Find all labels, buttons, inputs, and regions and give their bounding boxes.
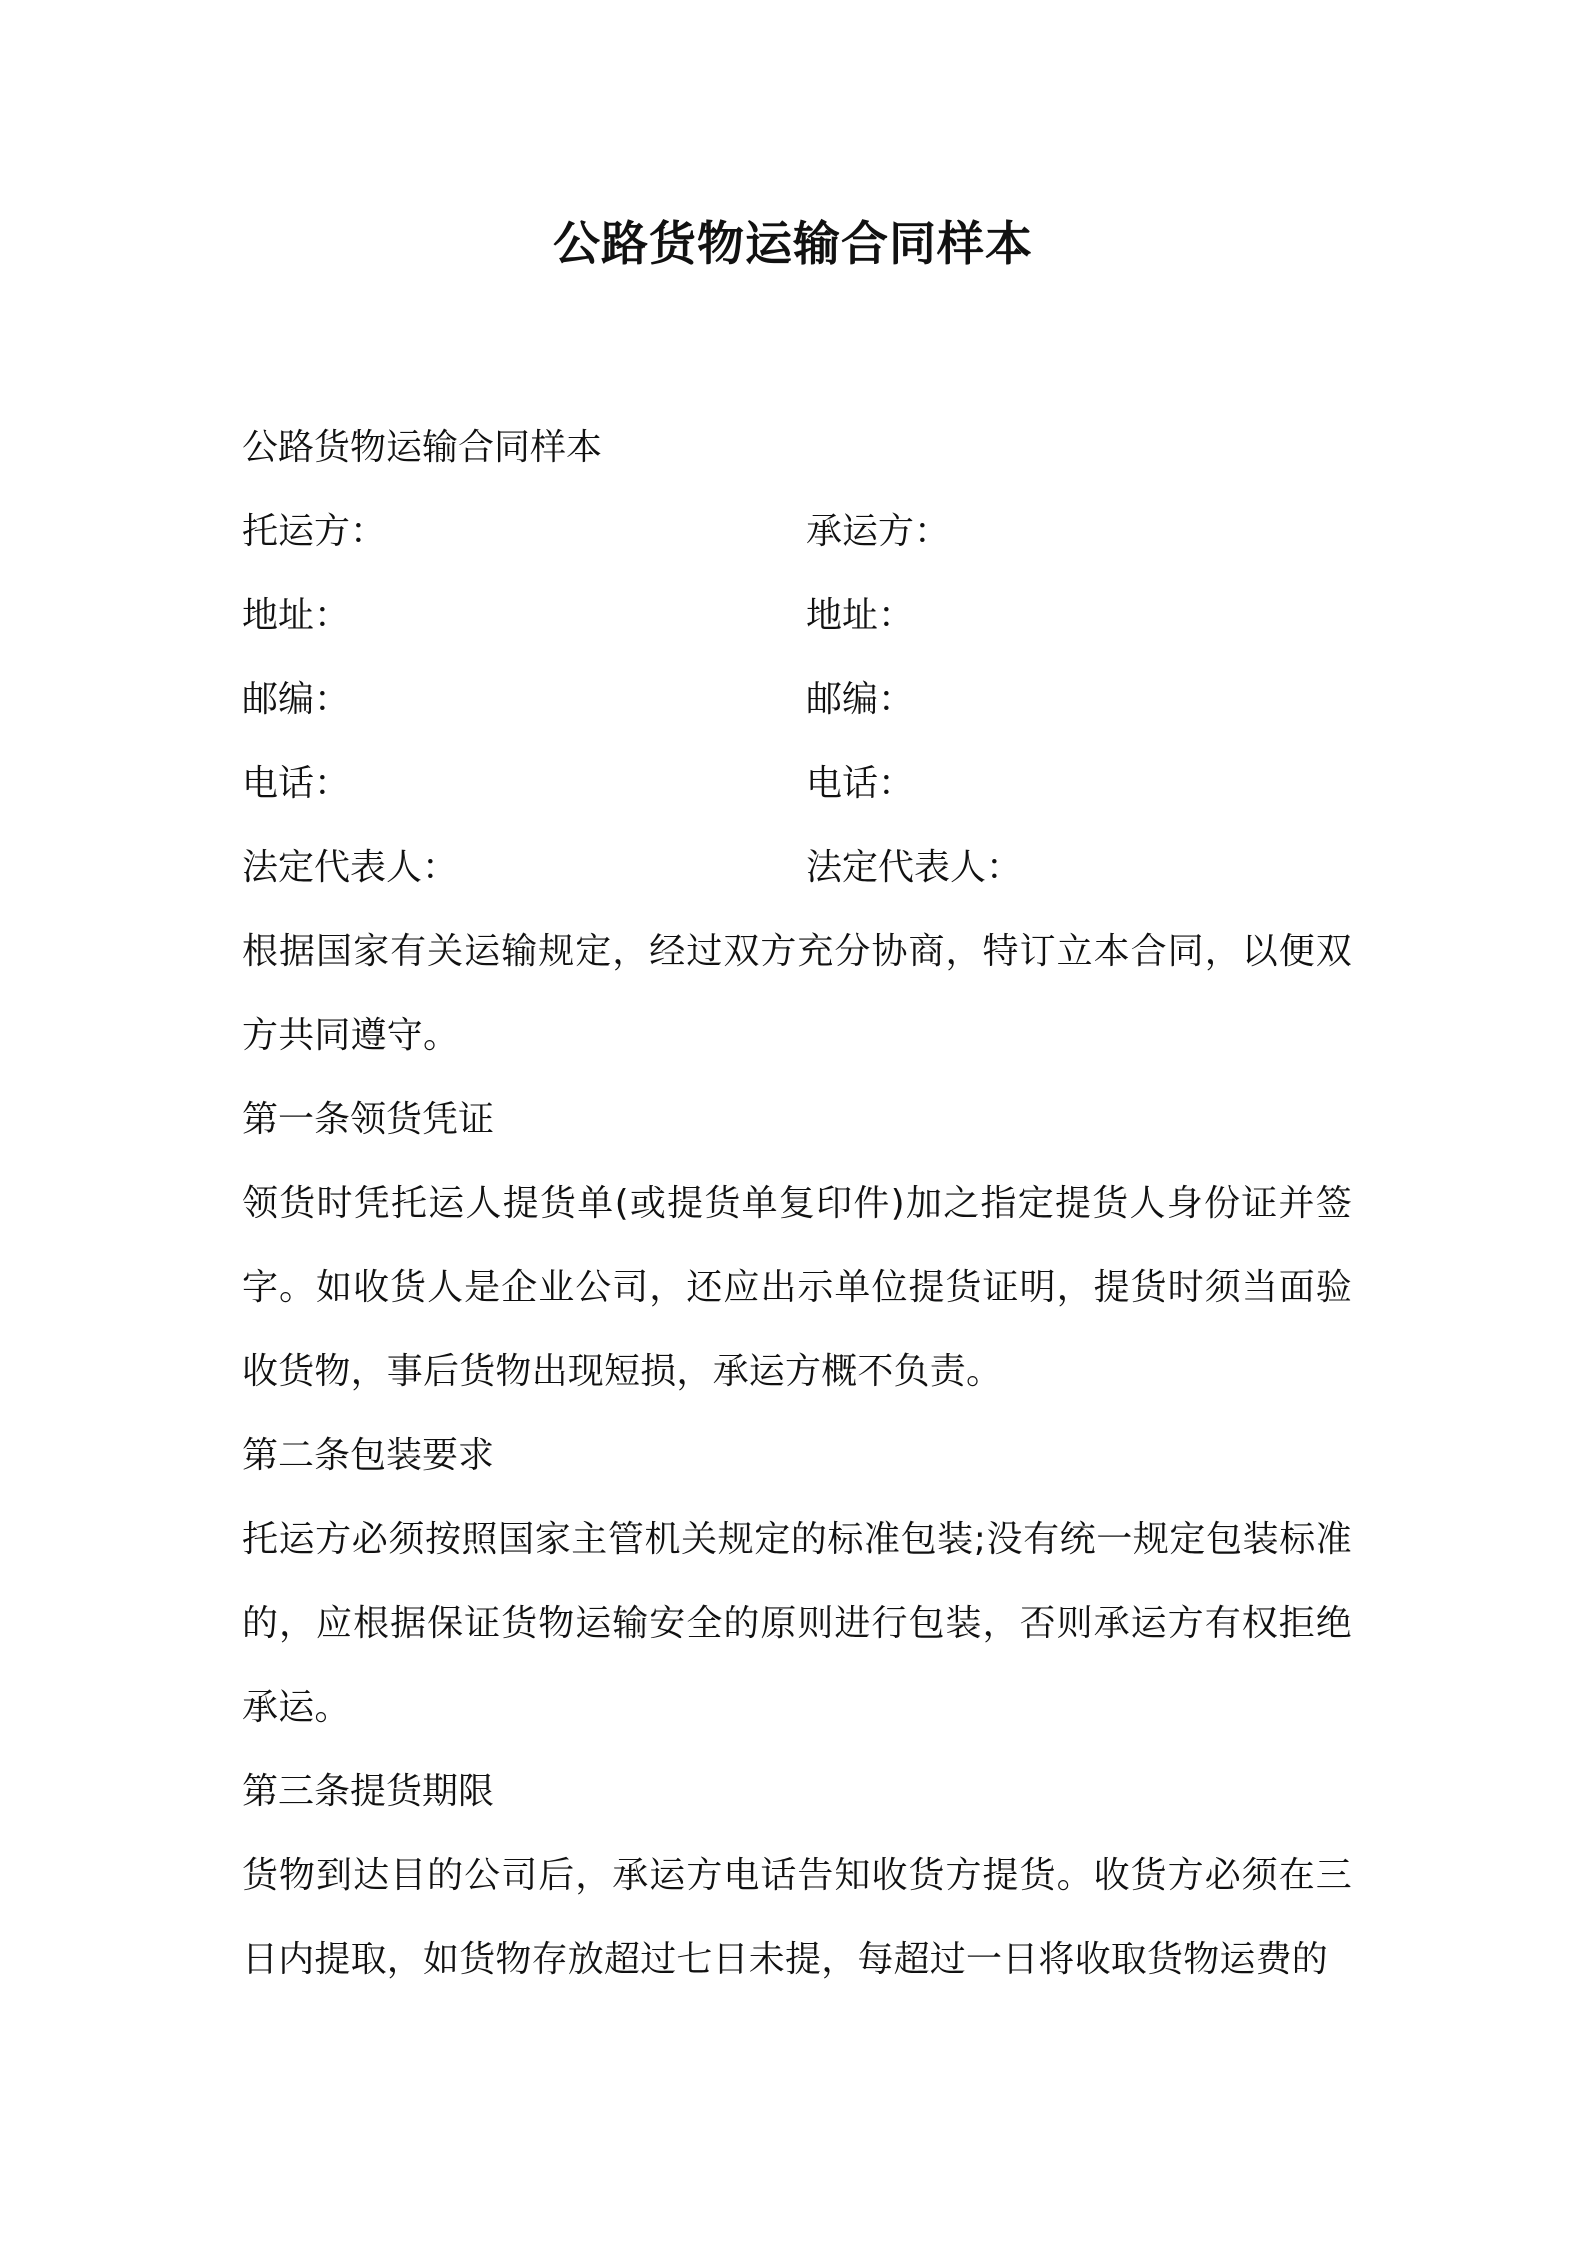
carrier-legal-rep-label: 法定代表人： xyxy=(806,847,1023,888)
party-row-name xyxy=(242,490,1352,574)
preamble-paragraph: 根据国家有关运输规定，经过双方充分协商，特订立本合同，以便双方共同遵守。 xyxy=(242,931,1352,1056)
shipper-postcode-label: 邮编： xyxy=(242,679,351,720)
document-title: 公路货物运输合同样本 xyxy=(553,217,1033,272)
article-2-text: 托运方必须按照国家主管机关规定的标准包装;没有统一规定包装标准的，应根据保证货物运输安全的原则进行包装，否则承运方有权拒绝承运。 xyxy=(242,1519,1352,1728)
article-2-heading: 第二条包装要求 xyxy=(242,1435,495,1476)
article-3-heading: 第三条提货期限 xyxy=(242,1771,495,1812)
party-row-address xyxy=(242,574,1352,658)
carrier-phone-label: 电话： xyxy=(806,763,915,804)
carrier-postcode-label: 邮编： xyxy=(806,679,915,720)
article-1-text: 领货时凭托运人提货单(或提货单复印件)加之指定提货人身份证并签字。如收货人是企业公司，还应出示单位提货证明，提货时须当面验收货物，事后货物出现短损，承运方概不负责。 xyxy=(242,1183,1352,1392)
party-row-phone xyxy=(242,742,1352,826)
shipper-label: 托运方： xyxy=(242,511,387,552)
document-body xyxy=(242,406,1352,2002)
party-row-legal-rep xyxy=(242,826,1352,910)
carrier-label: 承运方： xyxy=(806,511,951,552)
shipper-legal-rep-label: 法定代表人： xyxy=(242,847,459,888)
article-1-heading: 第一条领货凭证 xyxy=(242,1099,495,1140)
shipper-address-label: 地址： xyxy=(242,595,351,636)
carrier-address-label: 地址： xyxy=(806,595,915,636)
document-subtitle: 公路货物运输合同样本 xyxy=(242,427,603,468)
shipper-phone-label: 电话： xyxy=(242,763,351,804)
party-row-postcode xyxy=(242,658,1352,742)
article-3-text: 货物到达目的公司后，承运方电话告知收货方提货。收货方必须在三日内提取，如货物存放超过七日未提，每超过一日将收取货物运费的 xyxy=(242,1855,1352,1980)
